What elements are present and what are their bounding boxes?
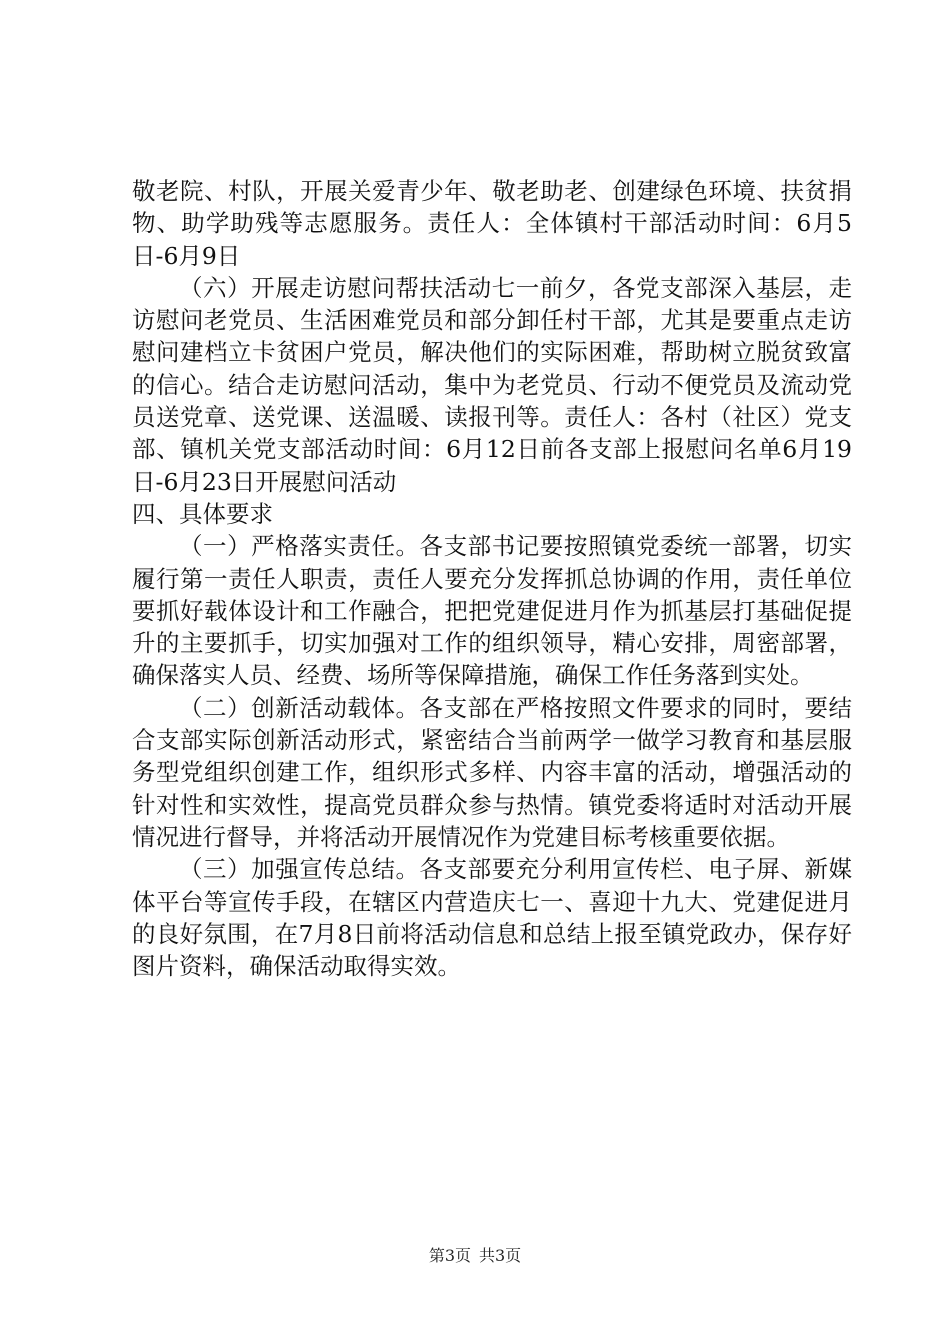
paragraph-publicity: （三）加强宣传总结。各支部要充分利用宣传栏、电子屏、新媒体平台等宣传手段，在辖区内营造庆七一、喜迎十九大、党建促进月的良好氛围，在7月8日前将活动信息和总结上报至镇党政办，保存好图片资料，确保活动取得实效。 xyxy=(132,855,852,981)
paragraph-volunteer-service: 敬老院、村队，开展关爱青少年、敬老助老、创建绿色环境、扶贫捐物、助学助残等志愿服务。责任人：全体镇村干部活动时间：6月5日-6月9日 xyxy=(132,177,852,270)
page-footer xyxy=(0,1246,950,1266)
page-total: 共3页 xyxy=(479,1246,522,1265)
document-body xyxy=(132,175,852,982)
paragraph-responsibility: （一）严格落实责任。各支部书记要按照镇党委统一部署，切实履行第一责任人职责，责任人要充分发挥抓总协调的作用，责任单位要抓好载体设计和工作融合，把把党建促进月作为抓基层打基础促提升的主要抓手，切实加强对工作的组织领导，精心安排，周密部署，确保落实人员、经费、场所等保障措施，确保工作任务落到实处。 xyxy=(132,532,852,690)
section-heading-requirements: 四、具体要求 xyxy=(132,499,273,528)
paragraph-innovation: （二）创新活动载体。各支部在严格按照文件要求的同时，要结合支部实际创新活动形式，紧密结合当前两学一做学习教育和基层服务型党组织创建工作，组织形式多样、内容丰富的活动，增强活动的针对性和实效性，提高党员群众参与热情。镇党委将适时对活动开展情况进行督导，并将活动开展情况作为党建目标考核重要依据。 xyxy=(132,693,852,851)
page-number: 第3页 xyxy=(428,1246,471,1265)
paragraph-visit-support: （六）开展走访慰问帮扶活动七一前夕，各党支部深入基层，走访慰问老党员、生活困难党员和部分卸任村干部，尤其是要重点走访慰问建档立卡贫困户党员，解决他们的实际困难，帮助树立脱贫致富的信心。结合走访慰问活动，集中为老党员、行动不便党员及流动党员送党章、送党课、送温暖、读报刊等。责任人：各村（社区）党支部、镇机关党支部活动时间：6月12日前各支部上报慰问名单6月19日-6月23日开展慰问活动 xyxy=(132,273,852,496)
